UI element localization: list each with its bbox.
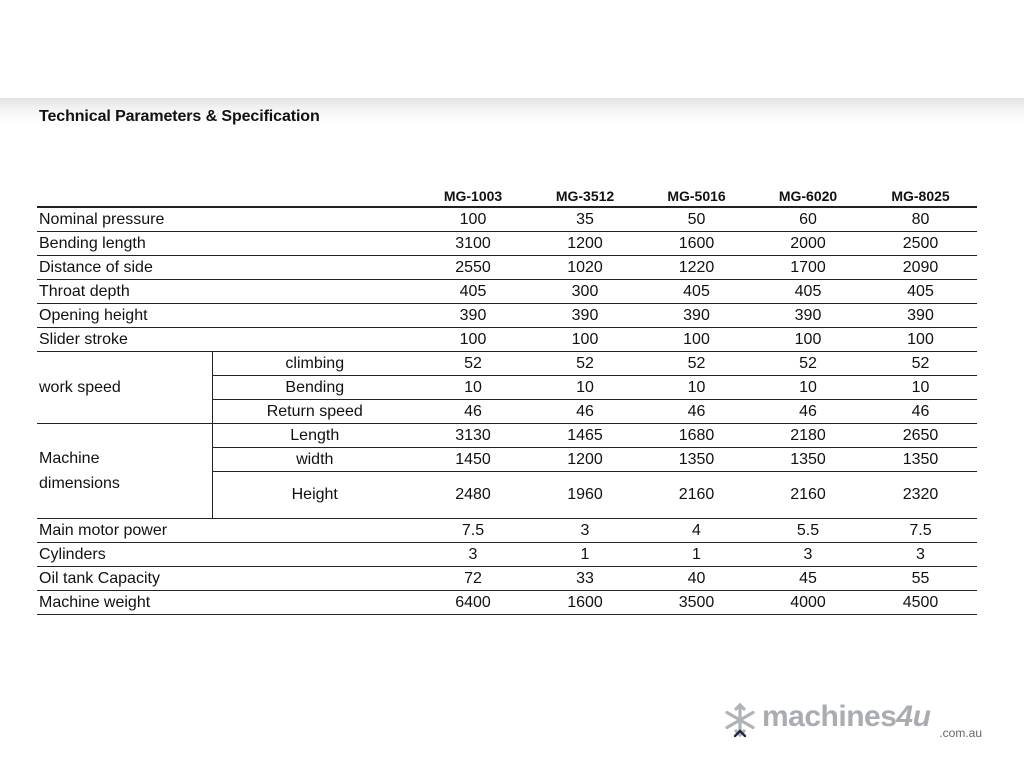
cell-value: 80 xyxy=(864,207,977,232)
model-header: MG-3512 xyxy=(529,180,641,207)
cell-value: 7.5 xyxy=(417,519,529,543)
cell-value: 390 xyxy=(641,304,752,328)
sub-label: Length xyxy=(212,424,417,448)
cell-value: 1020 xyxy=(529,256,641,280)
group-label-line: Machine xyxy=(39,450,100,467)
cell-value: 6400 xyxy=(417,591,529,615)
cell-value: 100 xyxy=(417,207,529,232)
cell-value: 40 xyxy=(641,567,752,591)
model-header: MG-6020 xyxy=(752,180,864,207)
cell-value: 390 xyxy=(529,304,641,328)
table-row xyxy=(37,328,977,352)
cell-value: 45 xyxy=(752,567,864,591)
table-row xyxy=(37,591,977,615)
cell-value: 2160 xyxy=(752,472,864,519)
sub-label: width xyxy=(212,448,417,472)
cell-value: 1600 xyxy=(529,591,641,615)
machines4u-logo xyxy=(722,700,992,746)
sub-label: Return speed xyxy=(212,400,417,424)
cell-value: 1680 xyxy=(641,424,752,448)
row-label: Slider stroke xyxy=(37,328,417,352)
cell-value: 3 xyxy=(529,519,641,543)
cell-value: 46 xyxy=(752,400,864,424)
cell-value: 52 xyxy=(752,352,864,376)
logo-four: 4u xyxy=(896,700,931,733)
spec-table xyxy=(37,180,977,615)
cell-value: 390 xyxy=(417,304,529,328)
table-row xyxy=(37,304,977,328)
cell-value: 1960 xyxy=(529,472,641,519)
table-row xyxy=(37,543,977,567)
cell-value: 33 xyxy=(529,567,641,591)
cell-value: 2650 xyxy=(864,424,977,448)
group-label-work-speed: work speed xyxy=(37,352,212,424)
row-label: Throat depth xyxy=(37,280,417,304)
cell-value: 390 xyxy=(752,304,864,328)
cell-value: 1450 xyxy=(417,448,529,472)
table-row xyxy=(37,519,977,543)
table-row xyxy=(37,207,977,232)
cell-value: 100 xyxy=(417,328,529,352)
row-label: Bending length xyxy=(37,232,417,256)
cell-value: 3130 xyxy=(417,424,529,448)
table-row xyxy=(37,352,977,376)
cell-value: 4 xyxy=(641,519,752,543)
cell-value: 4500 xyxy=(864,591,977,615)
row-label: Distance of side xyxy=(37,256,417,280)
table-row xyxy=(37,424,977,448)
cell-value: 10 xyxy=(864,376,977,400)
cell-value: 1350 xyxy=(641,448,752,472)
row-label: Cylinders xyxy=(37,543,417,567)
cell-value: 10 xyxy=(641,376,752,400)
model-header: MG-8025 xyxy=(864,180,977,207)
page-title: Technical Parameters & Specification xyxy=(39,108,320,125)
cell-value: 100 xyxy=(641,328,752,352)
logo-wordmark xyxy=(762,700,930,734)
cell-value: 100 xyxy=(529,328,641,352)
logo-word: machines xyxy=(762,700,897,733)
cell-value: 5.5 xyxy=(752,519,864,543)
cell-value: 3100 xyxy=(417,232,529,256)
cell-value: 10 xyxy=(529,376,641,400)
row-label: Main motor power xyxy=(37,519,417,543)
cell-value: 1200 xyxy=(529,232,641,256)
cell-value: 46 xyxy=(641,400,752,424)
group-label-line: dimensions xyxy=(39,475,120,492)
cell-value: 2180 xyxy=(752,424,864,448)
cell-value: 52 xyxy=(529,352,641,376)
cell-value: 2160 xyxy=(641,472,752,519)
cell-value: 46 xyxy=(417,400,529,424)
cell-value: 100 xyxy=(752,328,864,352)
header-row xyxy=(37,180,977,207)
sub-label: Bending xyxy=(212,376,417,400)
cell-value: 1465 xyxy=(529,424,641,448)
cell-value: 52 xyxy=(864,352,977,376)
row-label: Nominal pressure xyxy=(37,207,417,232)
cell-value: 1350 xyxy=(752,448,864,472)
cell-value: 3500 xyxy=(641,591,752,615)
cell-value: 50 xyxy=(641,207,752,232)
table-row xyxy=(37,280,977,304)
cell-value: 10 xyxy=(417,376,529,400)
cell-value: 2550 xyxy=(417,256,529,280)
row-label: Machine weight xyxy=(37,591,417,615)
row-label: Opening height xyxy=(37,304,417,328)
cell-value: 4000 xyxy=(752,591,864,615)
row-label: Oil tank Capacity xyxy=(37,567,417,591)
cell-value: 10 xyxy=(752,376,864,400)
cell-value: 60 xyxy=(752,207,864,232)
cell-value: 2320 xyxy=(864,472,977,519)
model-header: MG-1003 xyxy=(417,180,529,207)
cell-value: 1220 xyxy=(641,256,752,280)
cell-value: 55 xyxy=(864,567,977,591)
cell-value: 7.5 xyxy=(864,519,977,543)
cell-value: 1600 xyxy=(641,232,752,256)
logo-domain: .com.au xyxy=(939,726,982,740)
cell-value: 3 xyxy=(752,543,864,567)
model-header: MG-5016 xyxy=(641,180,752,207)
cell-value: 405 xyxy=(864,280,977,304)
cell-value: 35 xyxy=(529,207,641,232)
cell-value: 2090 xyxy=(864,256,977,280)
cell-value: 405 xyxy=(641,280,752,304)
cell-value: 1700 xyxy=(752,256,864,280)
cell-value: 1200 xyxy=(529,448,641,472)
cell-value: 1 xyxy=(529,543,641,567)
cell-value: 2480 xyxy=(417,472,529,519)
cell-value: 390 xyxy=(864,304,977,328)
cell-value: 46 xyxy=(529,400,641,424)
cell-value: 52 xyxy=(641,352,752,376)
cell-value: 100 xyxy=(864,328,977,352)
cell-value: 3 xyxy=(417,543,529,567)
cell-value: 3 xyxy=(864,543,977,567)
sub-label: Height xyxy=(212,472,417,519)
header-blank xyxy=(37,180,417,207)
cell-value: 405 xyxy=(417,280,529,304)
table-row xyxy=(37,567,977,591)
cell-value: 300 xyxy=(529,280,641,304)
sub-label: climbing xyxy=(212,352,417,376)
cell-value: 2500 xyxy=(864,232,977,256)
cell-value: 46 xyxy=(864,400,977,424)
table-row xyxy=(37,256,977,280)
group-label-machine-dimensions xyxy=(37,424,212,519)
cell-value: 405 xyxy=(752,280,864,304)
cell-value: 2000 xyxy=(752,232,864,256)
cell-value: 1350 xyxy=(864,448,977,472)
cell-value: 1 xyxy=(641,543,752,567)
cell-value: 72 xyxy=(417,567,529,591)
snowflake-star-icon xyxy=(722,702,758,738)
cell-value: 52 xyxy=(417,352,529,376)
table-row xyxy=(37,232,977,256)
